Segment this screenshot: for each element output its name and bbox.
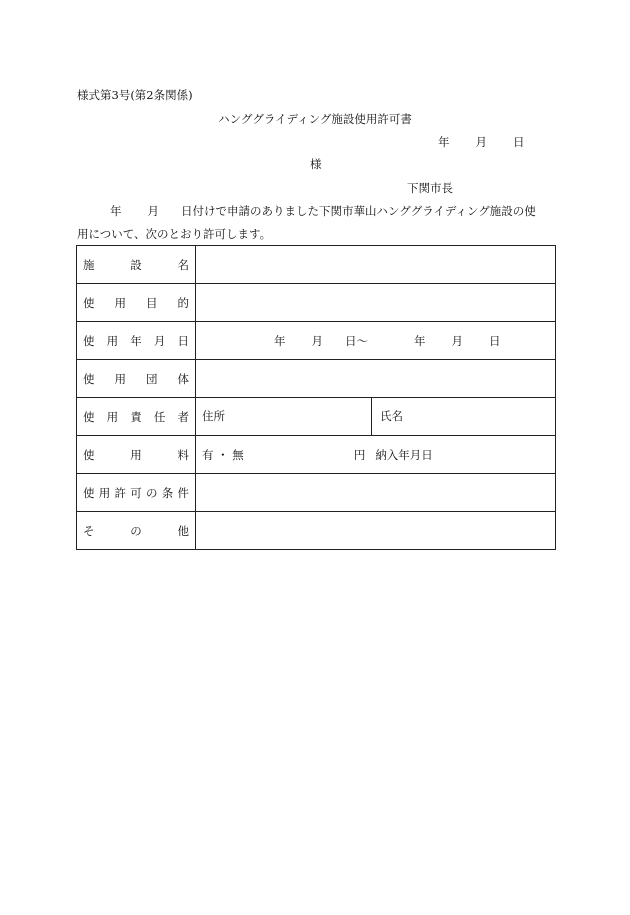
name-label: 氏名: [380, 409, 403, 423]
issuer-title: 下関市長: [407, 181, 453, 195]
row-conditions: [77, 474, 556, 512]
label-char: 用: [114, 295, 126, 310]
period-to-year: 年: [414, 333, 426, 348]
label-other: [77, 512, 196, 550]
label-char: 施: [83, 257, 95, 272]
body-line-1-text: 日付けで申請のありました下関市華山ハンググライディング施設の使: [181, 204, 536, 218]
label-char: の: [130, 523, 142, 538]
label-char: 任: [153, 409, 166, 424]
label-char: 用: [114, 371, 126, 386]
label-char: 他: [177, 523, 189, 538]
label-char: 日: [177, 333, 189, 348]
label-char: 年: [130, 333, 142, 348]
label-char: 者: [177, 409, 189, 424]
row-group: [77, 360, 556, 398]
row-other: [77, 512, 556, 550]
row-purpose: [77, 284, 556, 322]
label-char: の: [146, 485, 158, 500]
label-char: 用: [106, 409, 119, 424]
issue-date-year: 年: [438, 135, 450, 149]
field-name[interactable]: [372, 398, 403, 435]
field-responsible-person: [196, 398, 556, 436]
field-fee[interactable]: [196, 436, 556, 474]
label-char: 団: [146, 371, 158, 386]
period-from-year: 年: [274, 333, 286, 348]
label-char: 用: [106, 333, 119, 348]
label-use-date: [77, 322, 196, 360]
body-text-line-1: [110, 206, 536, 218]
address-label: 住所: [202, 409, 225, 423]
row-responsible-person: [77, 398, 556, 436]
application-year: 年: [110, 204, 122, 218]
label-char: 使: [83, 371, 95, 386]
label-char: 名: [177, 257, 189, 272]
label-char: 的: [177, 295, 189, 310]
label-responsible-person: [77, 398, 196, 436]
label-purpose: [77, 284, 196, 322]
field-other[interactable]: [196, 512, 556, 550]
label-char: 用: [130, 447, 142, 462]
period-from-day: 日〜: [345, 333, 368, 348]
addressee-suffix: 様: [310, 157, 322, 171]
label-char: 使: [83, 333, 95, 348]
label-char: そ: [83, 523, 95, 538]
issue-date: [438, 137, 525, 149]
label-char: 料: [177, 447, 189, 462]
field-facility-name[interactable]: [196, 246, 556, 284]
label-char: 責: [130, 409, 142, 424]
label-char: 使: [83, 485, 95, 500]
field-group[interactable]: [196, 360, 556, 398]
label-fee: [77, 436, 196, 474]
field-address[interactable]: [196, 398, 372, 435]
label-char: 条: [161, 485, 174, 500]
label-char: 可: [130, 485, 142, 500]
field-purpose[interactable]: [196, 284, 556, 322]
application-month: 月: [147, 204, 159, 218]
fee-payment-date-label: 納入年月日: [375, 447, 433, 462]
row-fee: [77, 436, 556, 474]
row-use-date: [77, 322, 556, 360]
label-char: 体: [177, 371, 189, 386]
form-number: 様式第3号(第2条関係): [77, 88, 193, 102]
fee-currency: 円: [353, 447, 366, 462]
row-facility-name: [77, 246, 556, 284]
period-to-day: 日: [489, 333, 501, 348]
label-facility-name: [77, 246, 196, 284]
body-text-line-2: 用について、次のとおり許可します。: [77, 227, 272, 241]
field-use-date[interactable]: [196, 322, 556, 360]
field-conditions[interactable]: [196, 474, 556, 512]
issue-date-month: 月: [475, 135, 487, 149]
label-char: 用: [98, 485, 111, 500]
label-char: 許: [114, 485, 126, 500]
period-to-month: 月: [451, 333, 463, 348]
label-char: 使: [83, 447, 95, 462]
label-char: 件: [177, 485, 189, 500]
period-from-month: 月: [311, 333, 323, 348]
label-group: [77, 360, 196, 398]
label-char: 目: [146, 295, 158, 310]
label-char: 設: [130, 257, 142, 272]
label-char: 使: [83, 409, 95, 424]
label-conditions: [77, 474, 196, 512]
label-char: 使: [83, 295, 95, 310]
label-char: 月: [153, 333, 166, 348]
fee-options: 有 ・ 無: [202, 447, 244, 462]
issue-date-day: 日: [513, 135, 525, 149]
document-title: ハンググライディング施設使用許可書: [218, 112, 412, 126]
permit-table: [76, 245, 556, 550]
